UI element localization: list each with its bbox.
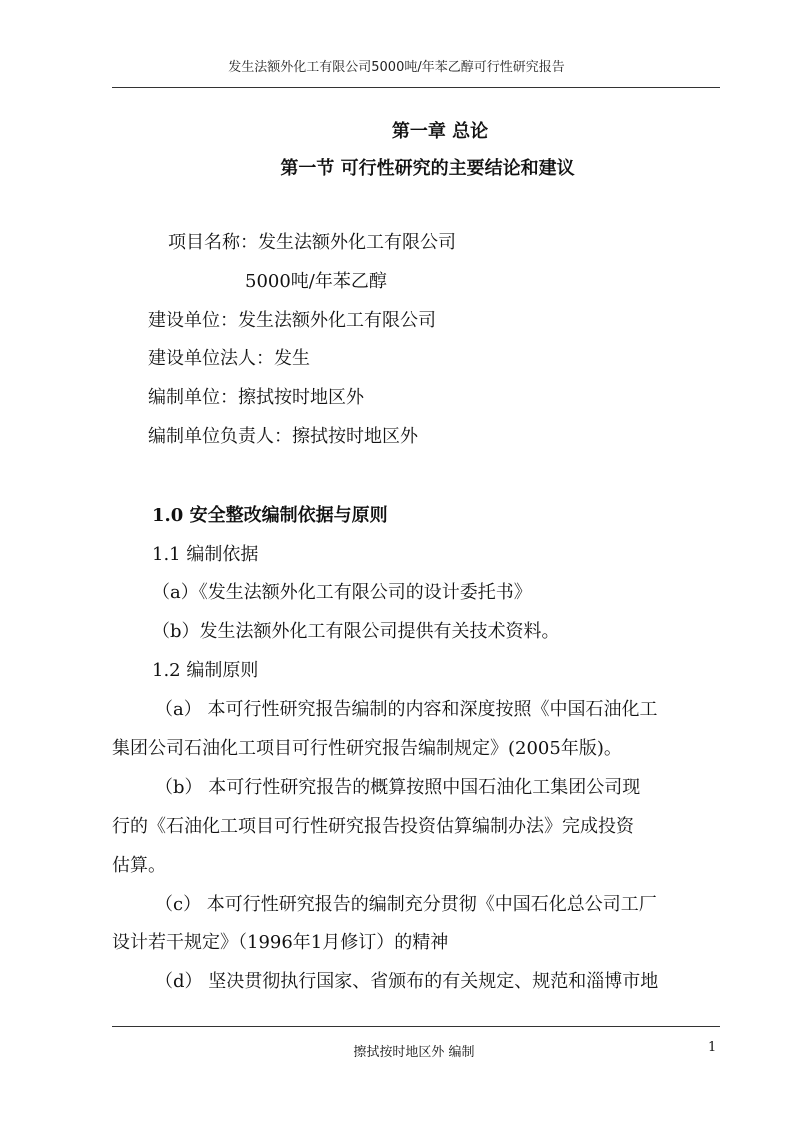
principle-b-line2: 行的《石油化工项目可行性研究报告投资估算编制办法》完成投资: [112, 816, 634, 837]
project-name: 项目名称：发生法额外化工有限公司: [168, 232, 456, 253]
page-header: 发生法额外化工有限公司5000吨/年苯乙醇可行性研究报告: [228, 60, 565, 75]
builder-legal-rep: 建设单位法人：发生: [148, 348, 310, 369]
principle-b-line3: 估算。: [112, 855, 166, 876]
chapter-title: 第一章 总论: [391, 121, 489, 142]
section-1-1-heading: 1.1 编制依据: [152, 544, 259, 565]
section-title: 第一节 可行性研究的主要结论和建议: [280, 158, 575, 179]
basis-item-b: （b）发生法额外化工有限公司提供有关技术资料。: [152, 621, 560, 642]
compiler-head: 编制单位负责人：擦拭按时地区外: [148, 426, 418, 447]
page-footer: 擦拭按时地区外 编制: [353, 1045, 475, 1060]
header-rule: [112, 87, 720, 88]
principle-b-line1: （b） 本可行性研究报告的概算按照中国石油化工集团公司现: [155, 777, 641, 798]
principle-a-line2: 集团公司石油化工项目可行性研究报告编制规定》(2005年版)。: [112, 738, 622, 759]
footer-rule: [112, 1026, 720, 1027]
section-1-2-heading: 1.2 编制原则: [152, 660, 259, 681]
basis-item-a: （a）《发生法额外化工有限公司的设计委托书》: [152, 582, 532, 603]
principle-d-line1: （d） 坚决贯彻执行国家、省颁布的有关规定、规范和淄博市地: [155, 971, 659, 992]
page-number: 1: [708, 1040, 717, 1055]
builder-unit: 建设单位：发生法额外化工有限公司: [148, 310, 436, 331]
principle-c-line2: 设计若干规定》（1996年1月修订）的精神: [112, 932, 449, 953]
section-1-0-heading: 1.0 安全整改编制依据与原则: [152, 505, 388, 526]
principle-a-line1: （a） 本可行性研究报告编制的内容和深度按照《中国石油化工: [155, 699, 658, 720]
project-name-line2: 5000吨/年苯乙醇: [245, 271, 387, 292]
compiler-unit: 编制单位：擦拭按时地区外: [148, 387, 364, 408]
principle-c-line1: （c） 本可行性研究报告的编制充分贯彻《中国石化总公司工厂: [155, 894, 657, 915]
